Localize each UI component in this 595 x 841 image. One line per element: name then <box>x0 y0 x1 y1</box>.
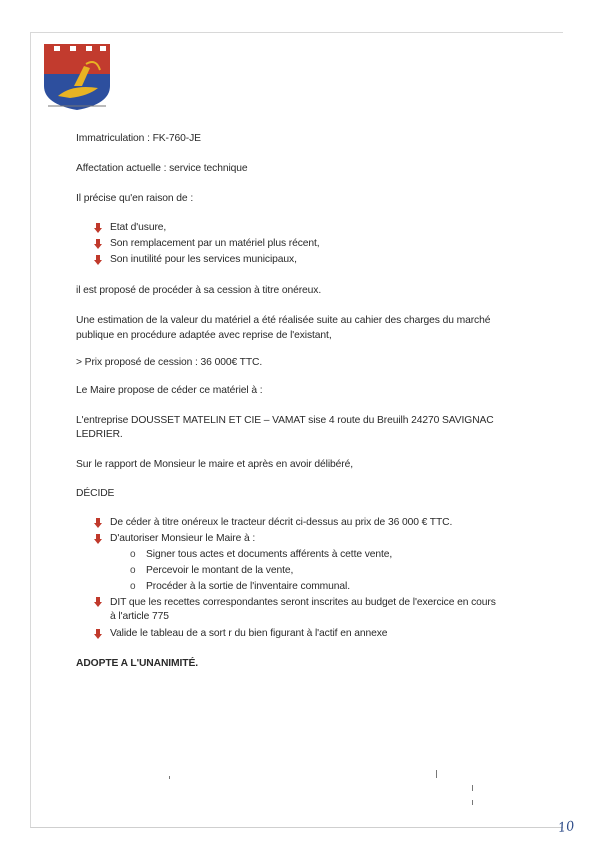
coat-of-arms-logo <box>40 40 114 114</box>
scan-mark <box>436 770 437 778</box>
reason-item: Son remplacement par un matériel plus récent, <box>110 238 320 249</box>
scan-mark <box>169 776 170 779</box>
reason-item: Son inutilité pour les services municipaux, <box>110 254 297 265</box>
immatriculation-line: Immatriculation : FK-760-JE <box>76 133 201 144</box>
decision-cede: De céder à titre onéreux le tracteur décrit ci-dessus au prix de 36 000 € TTC. <box>110 517 453 528</box>
company-line-2: LEDRIER. <box>76 429 123 440</box>
proposal-line: il est proposé de procéder à sa cession à titre onéreux. <box>76 285 322 296</box>
decide-heading: DÉCIDE <box>76 488 115 499</box>
affectation-line: Affectation actuelle : service technique <box>76 163 248 174</box>
decision-dit-line-2: à l'article 775 <box>110 611 169 622</box>
circle-bullet-icon: o <box>130 581 136 592</box>
sub-item: Procéder à la sortie de l'inventaire communal. <box>146 581 350 592</box>
price-line: > Prix proposé de cession : 36 000€ TTC. <box>76 357 263 368</box>
arrow-bullet-icon <box>93 628 103 639</box>
arrow-bullet-icon <box>93 254 103 265</box>
scan-mark <box>472 785 473 791</box>
estimation-line-1: Une estimation de la valeur du matériel a été réalisée suite au cahier des charges du marché <box>76 315 491 326</box>
estimation-line-2: publique en procédure adaptée avec reprise de l'existant, <box>76 330 332 341</box>
reason-item: Etat d'usure, <box>110 222 167 233</box>
precise-line: Il précise qu'en raison de : <box>76 193 194 204</box>
arrow-bullet-icon <box>93 533 103 544</box>
decision-valide: Valide le tableau de a sort r du bien figurant à l'actif en annexe <box>110 628 388 639</box>
arrow-bullet-icon <box>93 596 103 607</box>
adopte-line: ADOPTE A L'UNANIMITÉ. <box>76 658 199 669</box>
circle-bullet-icon: o <box>130 565 136 576</box>
mayor-proposes-line: Le Maire propose de céder ce matériel à : <box>76 385 263 396</box>
decision-dit-line-1: DIT que les recettes correspondantes seront inscrites au budget de l'exercice en cours <box>110 597 496 608</box>
scan-mark <box>472 800 473 805</box>
company-line-1: L'entreprise DOUSSET MATELIN ET CIE – VAMAT sise 4 route du Breuilh 24270 SAVIGNAC <box>76 415 494 426</box>
sub-item: Signer tous actes et documents afférents à cette vente, <box>146 549 393 560</box>
sub-item: Percevoir le montant de la vente, <box>146 565 294 576</box>
circle-bullet-icon: o <box>130 549 136 560</box>
arrow-bullet-icon <box>93 517 103 528</box>
arrow-bullet-icon <box>93 222 103 233</box>
arrow-bullet-icon <box>93 238 103 249</box>
report-line: Sur le rapport de Monsieur le maire et après en avoir délibéré, <box>76 459 354 470</box>
page-number: 10 <box>557 818 576 837</box>
decision-authorize: D'autoriser Monsieur le Maire à : <box>110 533 256 544</box>
